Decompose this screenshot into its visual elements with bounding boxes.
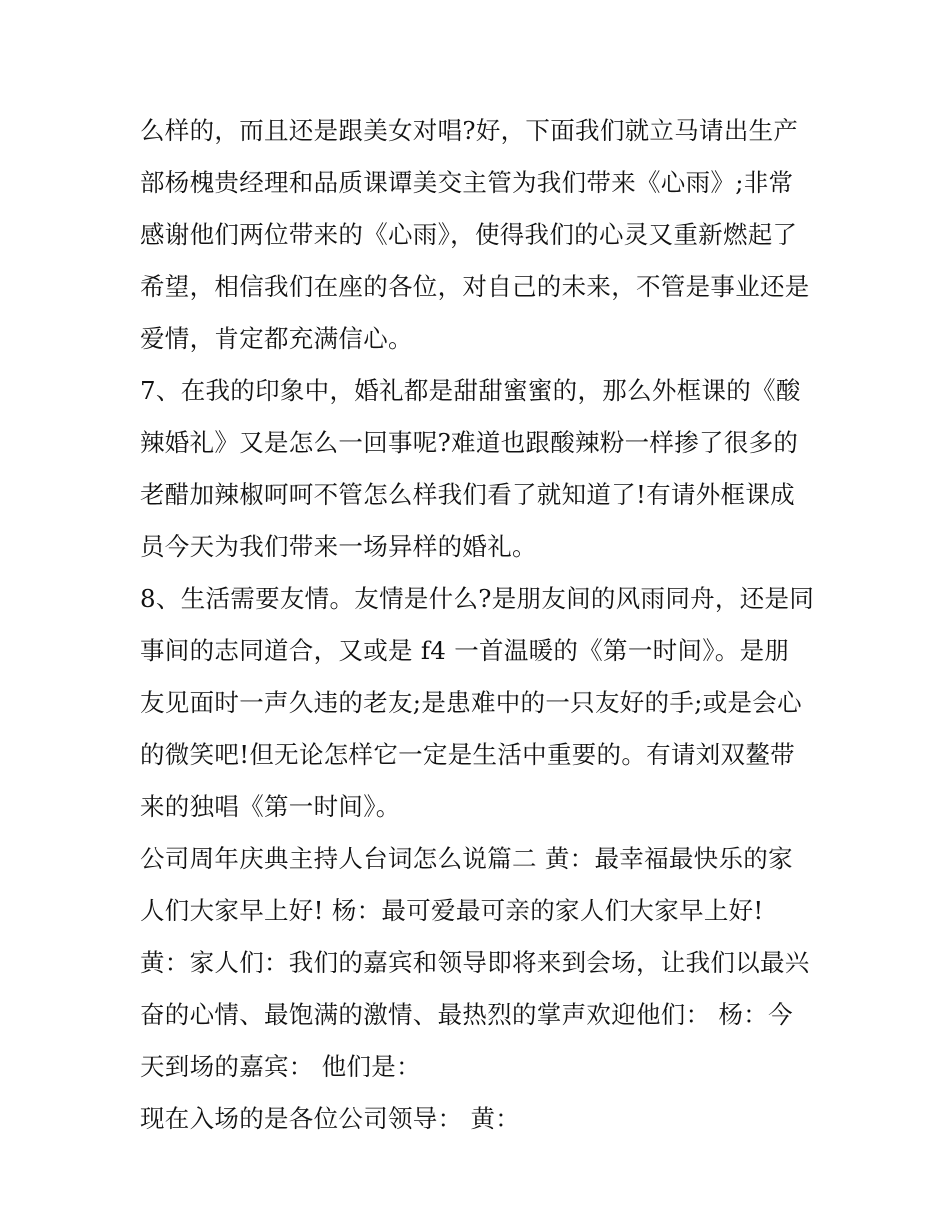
text-line: 的微笑吧!但无论怎样它一定是生活中重要的。有请刘双鳌带 xyxy=(140,740,795,769)
text-line: 友见面时一声久违的老友;是患难中的一只友好的手;或是会心 xyxy=(140,688,802,717)
text-line: 7、在我的印象中，婚礼都是甜甜蜜蜜的，那么外框课的《酸 xyxy=(140,376,801,405)
text-line: 人们大家早上好! 杨：最可爱最可亲的家人们大家早上好! xyxy=(140,896,764,925)
document-body xyxy=(140,105,820,1145)
text-line: 黄：家人们：我们的嘉宾和领导即将来到会场，让我们以最兴 xyxy=(140,948,810,977)
text-line: 么样的，而且还是跟美女对唱?好，下面我们就立马请出生产 xyxy=(140,116,799,145)
text-line: 部杨槐贵经理和品质课谭美交主管为我们带来《心雨》;非常 xyxy=(140,168,794,197)
text-line: 现在入场的是各位公司领导： 黄： xyxy=(140,1104,521,1133)
text-line: 天到场的嘉宾： 他们是： xyxy=(140,1052,421,1081)
text-line: 事间的志同道合，又或是 f4 一首温暖的《第一时间》。是朋 xyxy=(140,636,790,665)
text-line: 爱情，肯定都充满信心。 xyxy=(140,324,413,353)
text-line: 8、生活需要友情。友情是什么?是朋友间的风雨同舟，还是同 xyxy=(140,584,815,613)
text-line: 感谢他们两位带来的《心雨》，使得我们的心灵又重新燃起了 xyxy=(140,220,798,249)
text-line: 来的独唱《第一时间》。 xyxy=(140,792,401,821)
text-line: 奋的心情、最饱满的激情、最热烈的掌声欢迎他们： 杨：今 xyxy=(140,1000,793,1029)
text-line: 老醋加辣椒呵呵不管怎么样我们看了就知道了!有请外框课成 xyxy=(140,480,795,509)
text-line: 希望，相信我们在座的各位，对自己的未来，不管是事业还是 xyxy=(140,272,810,301)
text-line: 员今天为我们带来一场异样的婚礼。 xyxy=(140,532,537,561)
text-line: 辣婚礼》又是怎么一回事呢?难道也跟酸辣粉一样掺了很多的 xyxy=(140,428,799,457)
text-line: 公司周年庆典主持人台词怎么说篇二 黄：最幸福最快乐的家 xyxy=(140,844,793,873)
